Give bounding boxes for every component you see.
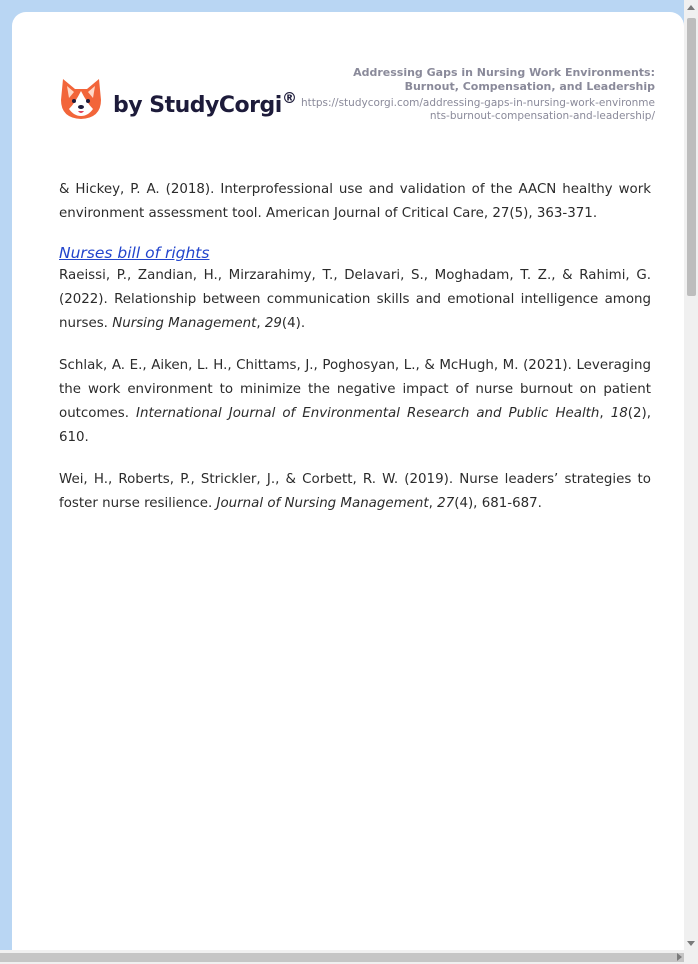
reference-sep: , xyxy=(599,406,611,421)
vertical-scroll-thumb[interactable] xyxy=(687,18,696,296)
reference-sep: , xyxy=(428,496,438,511)
reference-item xyxy=(59,264,651,336)
reference-volume: 18 xyxy=(610,406,628,421)
registered-mark: ® xyxy=(282,89,297,107)
reference-item xyxy=(59,354,651,450)
reference-authors: Schlak, A. E., Aiken, L. H., Chittams, J., Poghosyan, L., & McHugh, M. (2021). Leveraging the work environment to minimize the negative impact of nurse burnout on patient outcomes. xyxy=(59,358,651,421)
document-url[interactable]: https://studycorgi.com/addressing-gaps-in-nursing-work-environments-burnout-compensation-and-leadership/ xyxy=(300,97,655,122)
reference-tail: (4). xyxy=(281,316,306,331)
reference-journal: Journal of Nursing Management xyxy=(216,496,429,511)
reference-sep: , xyxy=(256,316,265,331)
scroll-right-arrow-icon[interactable] xyxy=(677,953,682,961)
vertical-scrollbar[interactable] xyxy=(684,0,698,950)
reference-volume: 27 xyxy=(437,496,455,511)
logo-wordmark: by StudyCorgi xyxy=(113,93,282,118)
reference-volume: 29 xyxy=(264,316,282,331)
document-header xyxy=(295,66,655,123)
scrollbar-corner xyxy=(684,950,698,964)
document-page xyxy=(12,12,684,950)
document-title: Addressing Gaps in Nursing Work Environments: Burnout, Compensation, and Leadership xyxy=(353,66,655,93)
reference-authors: Raeissi, P., Zandian, H., Mirzarahimy, T., Delavari, S., Moghadam, T. Z., & Rahimi, G. (2022). Relationship between communication skills and emotional intelligence among nurses. xyxy=(59,268,651,331)
reference-journal: International Journal of Environmental Research and Public Health xyxy=(136,406,600,421)
reference-continued: & Hickey, P. A. (2018). Interprofessional use and validation of the AACN healthy work environment assessment tool. American Journal of Critical Care, 27(5), 363-371. xyxy=(59,182,651,221)
nurses-bill-of-rights-link[interactable]: Nurses bill of rights xyxy=(59,244,210,262)
corgi-icon xyxy=(60,76,102,122)
reference-journal: Nursing Management xyxy=(112,316,257,331)
reference-tail: (4), 681-687. xyxy=(454,496,542,511)
scroll-down-arrow-icon[interactable] xyxy=(687,941,695,946)
reference-item xyxy=(59,468,651,516)
scroll-up-arrow-icon[interactable] xyxy=(687,5,695,10)
horizontal-scrollbar[interactable] xyxy=(0,950,698,964)
reference-authors: Wei, H., Roberts, P., Strickler, J., & Corbett, R. W. (2019). Nurse leaders’ strategies to foster nurse resilience. xyxy=(59,472,651,511)
references-body xyxy=(59,178,651,516)
reference-tail: (2), 610. xyxy=(59,406,651,445)
studycorgi-logo[interactable] xyxy=(60,76,310,136)
horizontal-scroll-thumb[interactable] xyxy=(0,953,684,962)
